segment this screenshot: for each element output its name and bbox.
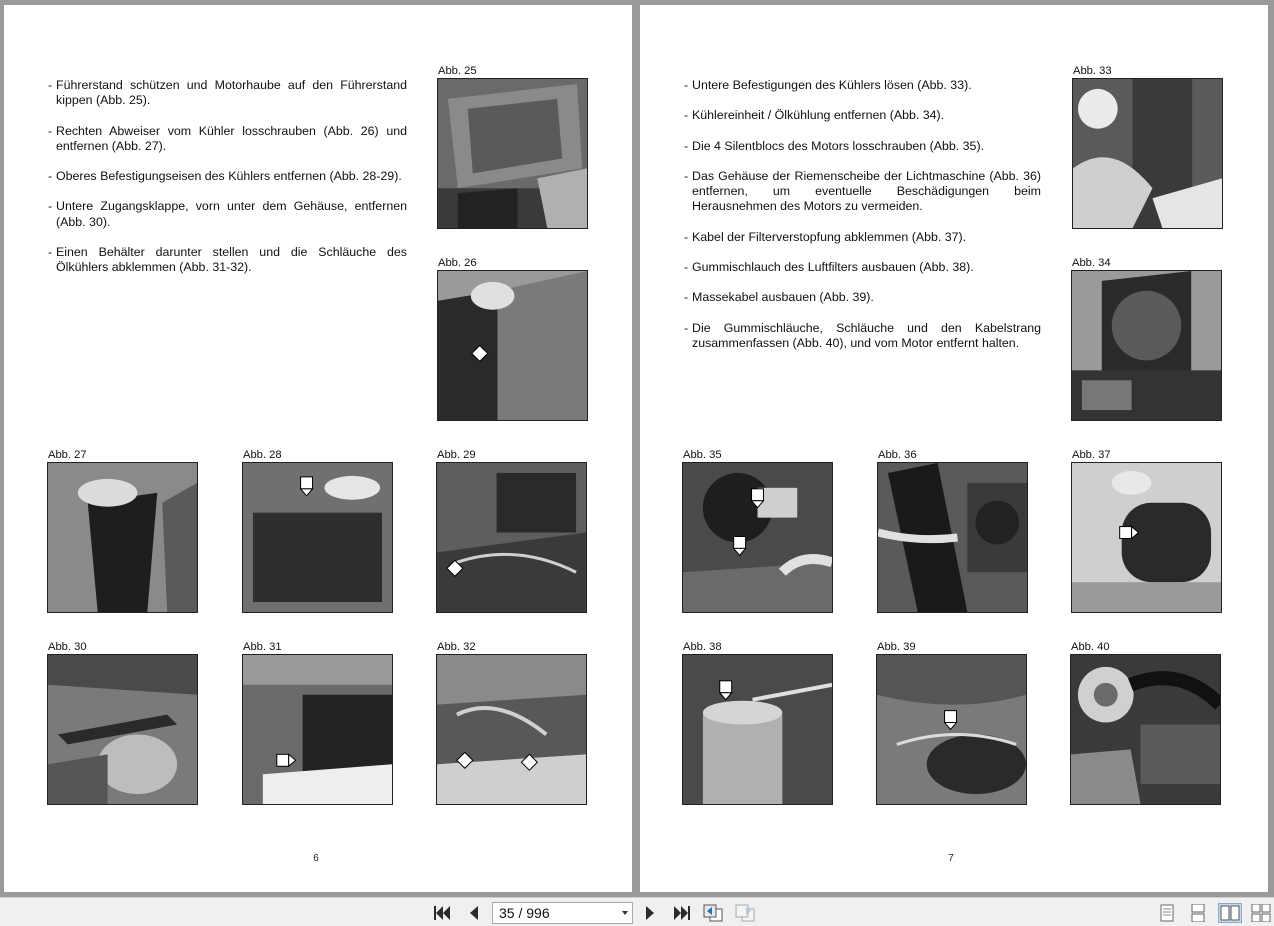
previous-page-icon xyxy=(467,904,481,922)
figure-photo xyxy=(682,462,833,613)
figure-caption: Abb. 37 xyxy=(1072,449,1111,461)
figure-abb-27 xyxy=(47,448,198,613)
last-page-button[interactable] xyxy=(670,903,692,923)
figure-photo xyxy=(436,654,587,805)
figure-photo xyxy=(47,462,198,613)
figure-photo xyxy=(1070,654,1221,805)
figure-abb-37 xyxy=(1071,448,1222,613)
instruction-item: - Massekabel ausbauen (Abb. 39). xyxy=(684,290,874,305)
figure-abb-31 xyxy=(242,640,393,805)
document-page-right xyxy=(640,5,1268,892)
figure-abb-39 xyxy=(876,640,1027,805)
instruction-list xyxy=(48,78,407,276)
go-forward-view-button[interactable] xyxy=(734,903,756,923)
page-number: 6 xyxy=(313,853,319,864)
figure-photo xyxy=(876,654,1027,805)
figure-caption: Abb. 35 xyxy=(683,449,722,461)
instruction-item: - Kabel der Filterverstopfung abklemmen (Abb. 37). xyxy=(684,229,967,244)
figure-abb-25 xyxy=(437,64,588,229)
instruction-item: - Kühlereinheit / Ölkühlung entfernen (Abb. 34). xyxy=(684,108,945,123)
instruction-list xyxy=(684,78,1041,351)
instruction-item: - Oberes Befestigungseisen des Kühlers entfernen (Abb. 28-29). xyxy=(48,169,402,184)
single-page-view-button[interactable] xyxy=(1155,903,1179,923)
page-number-input[interactable] xyxy=(492,902,633,924)
go-back-view-icon xyxy=(702,903,724,923)
go-forward-view-icon xyxy=(734,903,756,923)
figure-photo xyxy=(242,654,393,805)
figure-abb-35 xyxy=(682,448,833,613)
figure-caption: Abb. 28 xyxy=(243,449,282,461)
figure-caption: Abb. 29 xyxy=(437,449,476,461)
two-page-continuous-view-icon xyxy=(1251,904,1271,922)
page-indicator: 35 / 996 xyxy=(499,905,550,921)
instruction-item: - Rechten Abweiser vom Kühler losschrauben (Abb. 26) und entfernen (Abb. 27). xyxy=(48,123,407,153)
figure-photo xyxy=(242,462,393,613)
first-page-icon xyxy=(433,904,453,922)
figure-photo xyxy=(877,462,1028,613)
figure-abb-38 xyxy=(682,640,833,805)
go-back-view-button[interactable] xyxy=(702,903,724,923)
chevron-down-icon[interactable] xyxy=(622,911,628,915)
figure-caption: Abb. 33 xyxy=(1073,65,1112,77)
figure-abb-40 xyxy=(1070,640,1221,805)
instruction-item: - Untere Zugangsklappe, vorn unter dem Gehäuse, entfernen (Abb. 30). xyxy=(48,199,407,229)
figure-abb-33 xyxy=(1072,64,1223,229)
instruction-item: - Die 4 Silentblocs des Motors losschrauben (Abb. 35). xyxy=(684,138,985,153)
previous-page-button[interactable] xyxy=(463,903,485,923)
instruction-item: - Einen Behälter darunter stellen und die Schläuche des Ölkühlers abklemmen (Abb. 31-32). xyxy=(48,245,407,275)
instruction-item: - Gummischlauch des Luftfilters ausbauen (Abb. 38). xyxy=(684,260,974,275)
two-page-continuous-view-button[interactable] xyxy=(1250,903,1272,923)
instruction-item: - Führerstand schützen und Motorhaube auf den Führerstand kippen (Abb. 25). xyxy=(48,78,407,108)
single-page-view-icon xyxy=(1160,904,1174,922)
next-page-button[interactable] xyxy=(639,903,661,923)
navigation-toolbar xyxy=(0,897,1274,926)
page-number: 7 xyxy=(948,853,954,864)
instruction-item: - Die Gummischläuche, Schläuche und den Kabelstrang zusammenfassen (Abb. 40), und vom Motor entfernt halten. xyxy=(684,320,1041,350)
figure-abb-28 xyxy=(242,448,393,613)
figure-photo xyxy=(47,654,198,805)
two-page-view-button[interactable] xyxy=(1218,903,1242,923)
figure-caption: Abb. 40 xyxy=(1071,641,1110,653)
figure-abb-34 xyxy=(1071,256,1222,421)
figure-caption: Abb. 31 xyxy=(243,641,282,653)
figure-abb-26 xyxy=(437,256,588,421)
first-page-button[interactable] xyxy=(432,903,454,923)
figure-photo xyxy=(1071,462,1222,613)
document-page-left xyxy=(4,5,632,892)
figure-caption: Abb. 34 xyxy=(1072,257,1111,269)
figure-abb-30 xyxy=(47,640,198,805)
figure-caption: Abb. 32 xyxy=(437,641,476,653)
figure-photo xyxy=(436,462,587,613)
figure-photo xyxy=(437,270,588,421)
figure-caption: Abb. 30 xyxy=(48,641,87,653)
instruction-item: - Untere Befestigungen des Kühlers lösen (Abb. 33). xyxy=(684,78,972,92)
figure-photo xyxy=(437,78,588,229)
figure-caption: Abb. 27 xyxy=(48,449,87,461)
next-page-icon xyxy=(643,904,657,922)
continuous-view-icon xyxy=(1191,904,1205,922)
figure-abb-36 xyxy=(877,448,1028,613)
figure-caption: Abb. 25 xyxy=(438,65,477,77)
continuous-view-button[interactable] xyxy=(1186,903,1210,923)
last-page-icon xyxy=(671,904,691,922)
figure-photo xyxy=(682,654,833,805)
figure-caption: Abb. 38 xyxy=(683,641,722,653)
instruction-item: - Das Gehäuse der Riemenscheibe der Lichtmaschine (Abb. 36) entfernen, um eventuelle Beschädigungen beim Herausnehmen des Motors zu vermeiden. xyxy=(684,168,1041,214)
figure-photo xyxy=(1071,270,1222,421)
figure-caption: Abb. 36 xyxy=(878,449,917,461)
figure-abb-32 xyxy=(436,640,587,805)
figure-abb-29 xyxy=(436,448,587,613)
two-page-view-icon xyxy=(1220,905,1240,921)
figure-photo xyxy=(1072,78,1223,229)
figure-caption: Abb. 26 xyxy=(438,257,477,269)
figure-caption: Abb. 39 xyxy=(877,641,916,653)
